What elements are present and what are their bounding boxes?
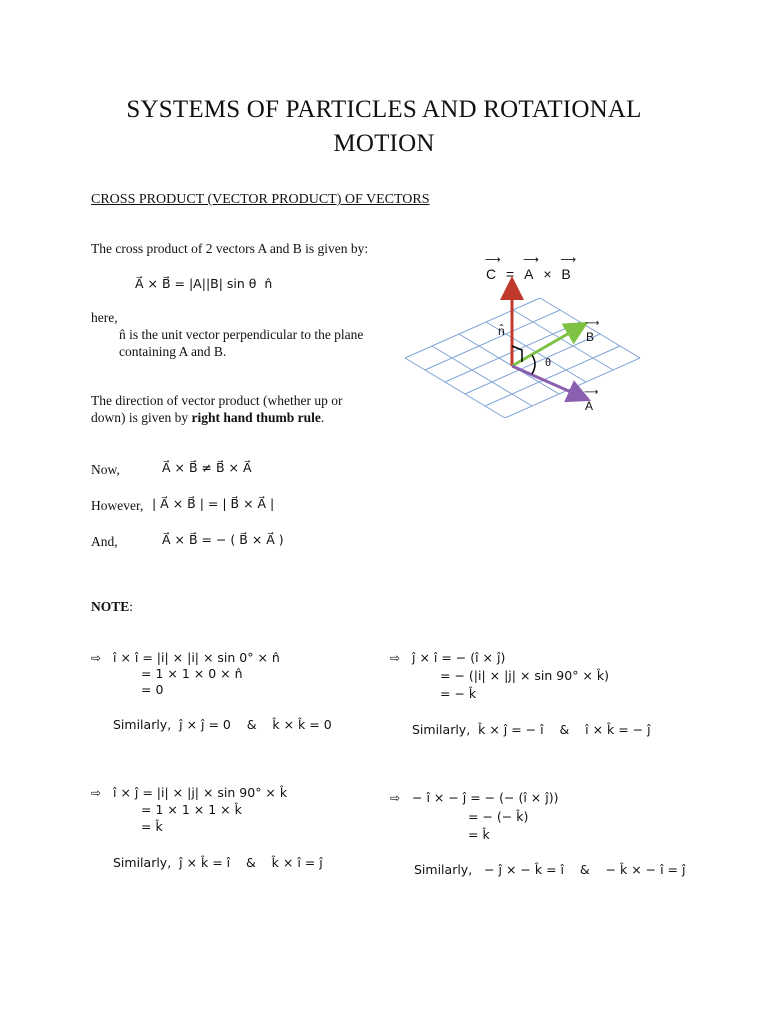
row-expr-and: A⃗ × B⃗ = − ( B⃗ × A⃗ ) [162,532,284,547]
block1-similarly: Similarly, ĵ × ĵ = 0 & k̂ × k̂ = 0 [113,717,332,732]
block1-line1: î × î = |i| × |i| × sin 0° × n̂ [113,650,280,665]
block4-line2: = − (− k̂) [468,809,529,824]
block2-line2: = − (|i| × |j| × sin 90° × k̂) [440,668,609,683]
page-title-line2: MOTION [333,130,435,157]
cross-product-formula: A⃗ × B⃗ = |A||B| sin θ n̂ [135,276,273,291]
direction-text-2-pre: down) is given by [91,410,192,425]
block4-similarly: Similarly, − ĵ × − k̂ = î & − k̂ × − î = ĵ [414,862,686,877]
label-n-hat: n̂ [498,324,505,338]
bullet-arrow-icon: ⇨ [390,791,401,805]
vector-a-arrow [512,366,580,396]
cross-product-diagram [400,254,660,418]
eq-equals: = [506,266,515,282]
block2-line1: ĵ × î = − (î × ĵ) [412,650,506,665]
page-title-line1: SYSTEMS OF PARTICLES AND ROTATIONAL [126,96,642,123]
row-label-and: And, [91,534,118,549]
label-a: ⟶ A [584,387,599,413]
eq-a: A [524,266,534,282]
here-label: here, [91,310,118,325]
bullet-arrow-icon: ⇨ [91,786,102,800]
row-expr-now: A⃗ × B⃗ ≠ B⃗ × A⃗ [162,460,252,475]
eq-b: B [561,266,571,282]
block4-line3: = k̂ [468,827,490,842]
block2-line3: = − k̂ [440,686,477,701]
label-b-text: B [586,330,595,344]
block2-similarly: Similarly, k̂ × ĵ = − î & î × k̂ = − ĵ [412,722,651,737]
row-label-now: Now, [91,462,120,477]
note-label: NOTE [91,599,130,614]
unit-vector-description-2: containing A and B. [119,344,227,359]
diagram-svg [400,254,660,418]
label-b: ⟶ B [585,318,600,344]
eq-c: C [486,266,497,282]
intro-text: The cross product of 2 vectors A and B is given by: [91,241,369,256]
section-heading: CROSS PRODUCT (VECTOR PRODUCT) OF VECTORS [91,192,430,207]
right-hand-rule: right hand thumb rule [191,410,321,425]
block3-line3: = k̂ [141,819,163,834]
bullet-arrow-icon: ⇨ [390,651,401,665]
diagram-equation: ⟶ C = ⟶ A × ⟶ B [485,254,577,282]
block4-line1: − î × − ĵ = − (− (î × ĵ)) [412,790,559,805]
bullet-arrow-icon: ⇨ [91,651,102,665]
label-a-text: A [585,399,594,413]
note-heading [91,599,133,615]
eq-times: × [543,266,552,282]
unit-vector-description-1: n̂ is the unit vector perpendicular to the plane [119,327,364,342]
direction-text-2-post: . [320,410,325,425]
row-expr-however: | A⃗ × B⃗ | = | B⃗ × A⃗ | [152,496,275,511]
row-label-however: However, [91,498,144,513]
block1-line3: = 0 [141,682,164,697]
block3-line2: = 1 × 1 × 1 × k̂ [141,802,242,817]
block1-line2: = 1 × 1 × 0 × n̂ [141,666,243,681]
block3-similarly: Similarly, ĵ × k̂ = î & k̂ × î = ĵ [113,855,323,870]
direction-text-1: The direction of vector product (whether up or [91,393,343,408]
direction-text-2 [91,410,324,426]
block3-line1: î × ĵ = |i| × |j| × sin 90° × k̂ [113,785,288,800]
note-colon: : [129,599,134,614]
label-theta: θ [545,357,552,369]
